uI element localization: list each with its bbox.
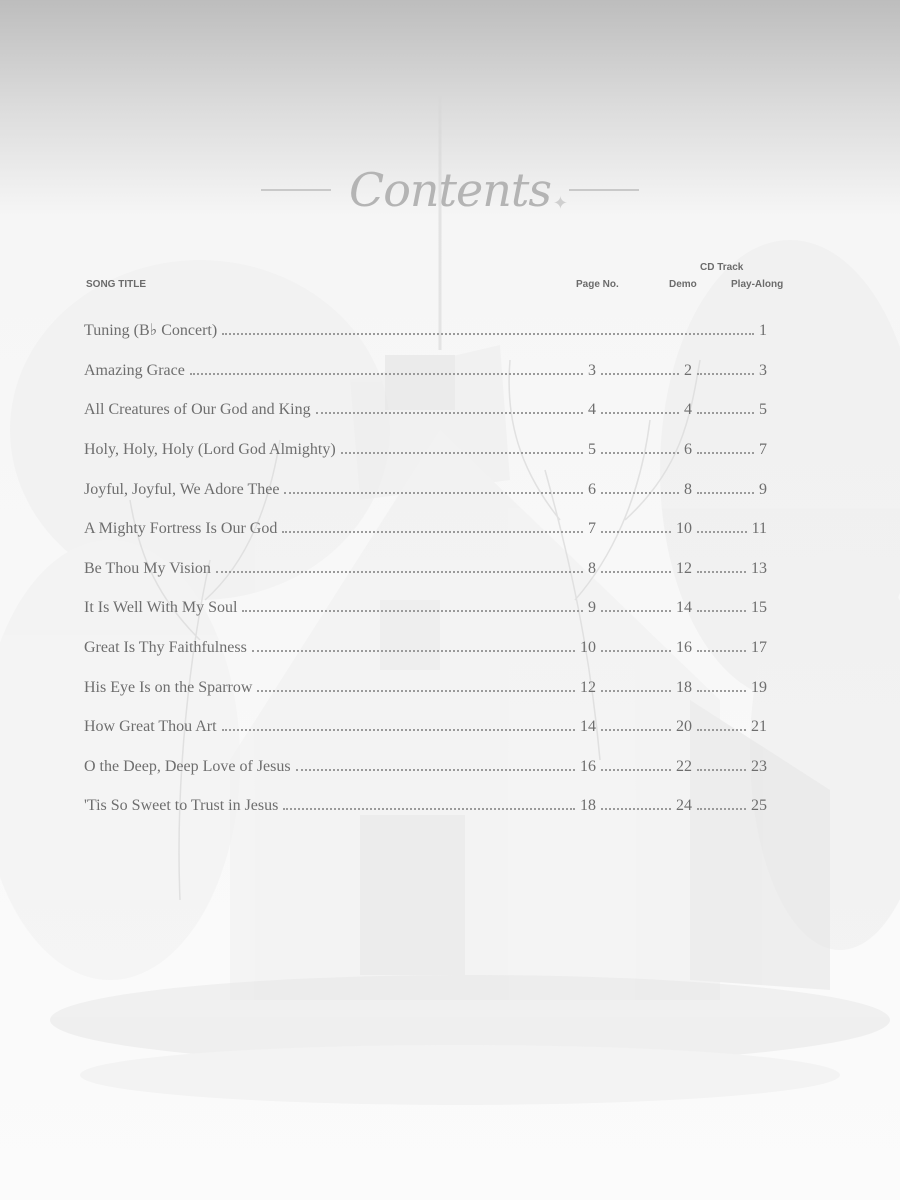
dot-leader: [601, 729, 671, 731]
demo-track: 18: [676, 679, 692, 696]
header-cd-track: CD Track: [700, 262, 744, 273]
toc-entry[interactable]: [84, 358, 767, 382]
play-along-track: 25: [751, 797, 767, 814]
demo-track: 14: [676, 599, 692, 616]
header-demo: Demo: [669, 279, 697, 290]
dot-leader: [282, 531, 583, 533]
dot-leader: [284, 492, 583, 494]
demo-track: 8: [684, 481, 692, 498]
dot-leader: [283, 808, 575, 810]
demo-track: 12: [676, 560, 692, 577]
play-along-track: 21: [751, 718, 767, 735]
dot-leader: [341, 452, 583, 454]
play-along-track: 17: [751, 639, 767, 656]
song-title: His Eye Is on the Sparrow: [84, 679, 253, 696]
play-along-track: 23: [751, 758, 767, 775]
demo-track: 2: [684, 362, 692, 379]
song-title: A Mighty Fortress Is Our God: [84, 520, 278, 537]
dot-leader: [697, 690, 746, 692]
dot-leader: [222, 333, 754, 335]
dot-leader: [216, 571, 583, 573]
dot-leader: [601, 650, 671, 652]
dot-leader: [697, 650, 746, 652]
play-along-track: 7: [759, 441, 767, 458]
dot-leader: [190, 373, 583, 375]
song-title: All Creatures of Our God and King: [84, 401, 311, 418]
toc-entry[interactable]: [84, 714, 767, 738]
toc-entry[interactable]: [84, 754, 767, 778]
dot-leader: [257, 690, 575, 692]
play-along-track: 5: [759, 401, 767, 418]
dot-leader: [697, 610, 746, 612]
toc-entry[interactable]: [84, 397, 767, 421]
song-title: 'Tis So Sweet to Trust in Jesus: [84, 797, 279, 814]
page-number: 18: [580, 797, 596, 814]
song-title: How Great Thou Art: [84, 718, 217, 735]
dot-leader: [697, 808, 746, 810]
song-title: Joyful, Joyful, We Adore Thee: [84, 481, 280, 498]
toc-entry[interactable]: [84, 595, 767, 619]
dot-leader: [697, 729, 746, 731]
toc-entry[interactable]: [84, 675, 767, 699]
page-number: 3: [588, 362, 596, 379]
page-title: Contents ✦: [349, 163, 567, 217]
demo-track: 20: [676, 718, 692, 735]
page-number: 14: [580, 718, 596, 735]
demo-track: 4: [684, 401, 692, 418]
dot-leader: [242, 610, 583, 612]
dot-leader: [601, 808, 671, 810]
header-play-along: Play-Along: [731, 279, 784, 290]
play-along-track: 9: [759, 481, 767, 498]
dot-leader: [697, 769, 746, 771]
demo-track: 22: [676, 758, 692, 775]
dot-leader: [601, 373, 679, 375]
dot-leader: [601, 769, 671, 771]
header-song-title: SONG TITLE: [86, 279, 146, 290]
play-along-track: 3: [759, 362, 767, 379]
page-number: 4: [588, 401, 596, 418]
title-rule-left: [261, 189, 331, 191]
song-title: Great Is Thy Faithfulness: [84, 639, 247, 656]
page-number: 12: [580, 679, 596, 696]
snowy-ground: [50, 975, 890, 1105]
song-title: It Is Well With My Soul: [84, 599, 238, 616]
dot-leader: [697, 373, 754, 375]
play-along-track: 15: [751, 599, 767, 616]
dot-leader: [697, 531, 747, 533]
song-title: Tuning (B♭ Concert): [84, 322, 218, 339]
page-number: 9: [588, 599, 596, 616]
page-number: 16: [580, 758, 596, 775]
dot-leader: [252, 650, 575, 652]
toc-entry[interactable]: [84, 437, 767, 461]
dot-leader: [601, 531, 671, 533]
dot-leader: [296, 769, 575, 771]
page-number: 8: [588, 560, 596, 577]
demo-track: 6: [684, 441, 692, 458]
dot-leader: [316, 412, 583, 414]
contents-title: [0, 150, 900, 230]
toc-entry[interactable]: [84, 556, 767, 580]
play-along-track: 1: [759, 322, 767, 339]
page-number: 5: [588, 441, 596, 458]
dot-leader: [601, 571, 671, 573]
dot-leader: [697, 452, 754, 454]
header-page-no: Page No.: [576, 279, 619, 290]
play-along-track: 19: [751, 679, 767, 696]
sparkle-icon: ✦: [552, 193, 567, 214]
play-along-track: 13: [751, 560, 767, 577]
demo-track: 10: [676, 520, 692, 537]
toc-entry[interactable]: [84, 318, 767, 342]
song-title: Be Thou My Vision: [84, 560, 211, 577]
page-number: 7: [588, 520, 596, 537]
song-title: Amazing Grace: [84, 362, 185, 379]
play-along-track: 11: [751, 520, 767, 537]
dot-leader: [601, 412, 679, 414]
page-number: 10: [580, 639, 596, 656]
dot-leader: [601, 452, 679, 454]
toc-entry[interactable]: [84, 477, 767, 501]
dot-leader: [697, 412, 754, 414]
demo-track: 24: [676, 797, 692, 814]
page-number: 6: [588, 481, 596, 498]
song-title: Holy, Holy, Holy (Lord God Almighty): [84, 441, 336, 458]
toc-entry[interactable]: [84, 635, 767, 659]
dot-leader: [697, 492, 754, 494]
demo-track: 16: [676, 639, 692, 656]
dot-leader: [601, 610, 671, 612]
toc-entry[interactable]: [84, 793, 767, 817]
song-title: O the Deep, Deep Love of Jesus: [84, 758, 291, 775]
title-rule-right: [569, 189, 639, 191]
toc-entry[interactable]: [84, 516, 767, 540]
dot-leader: [601, 690, 671, 692]
dot-leader: [697, 571, 746, 573]
dot-leader: [222, 729, 575, 731]
dot-leader: [601, 492, 679, 494]
